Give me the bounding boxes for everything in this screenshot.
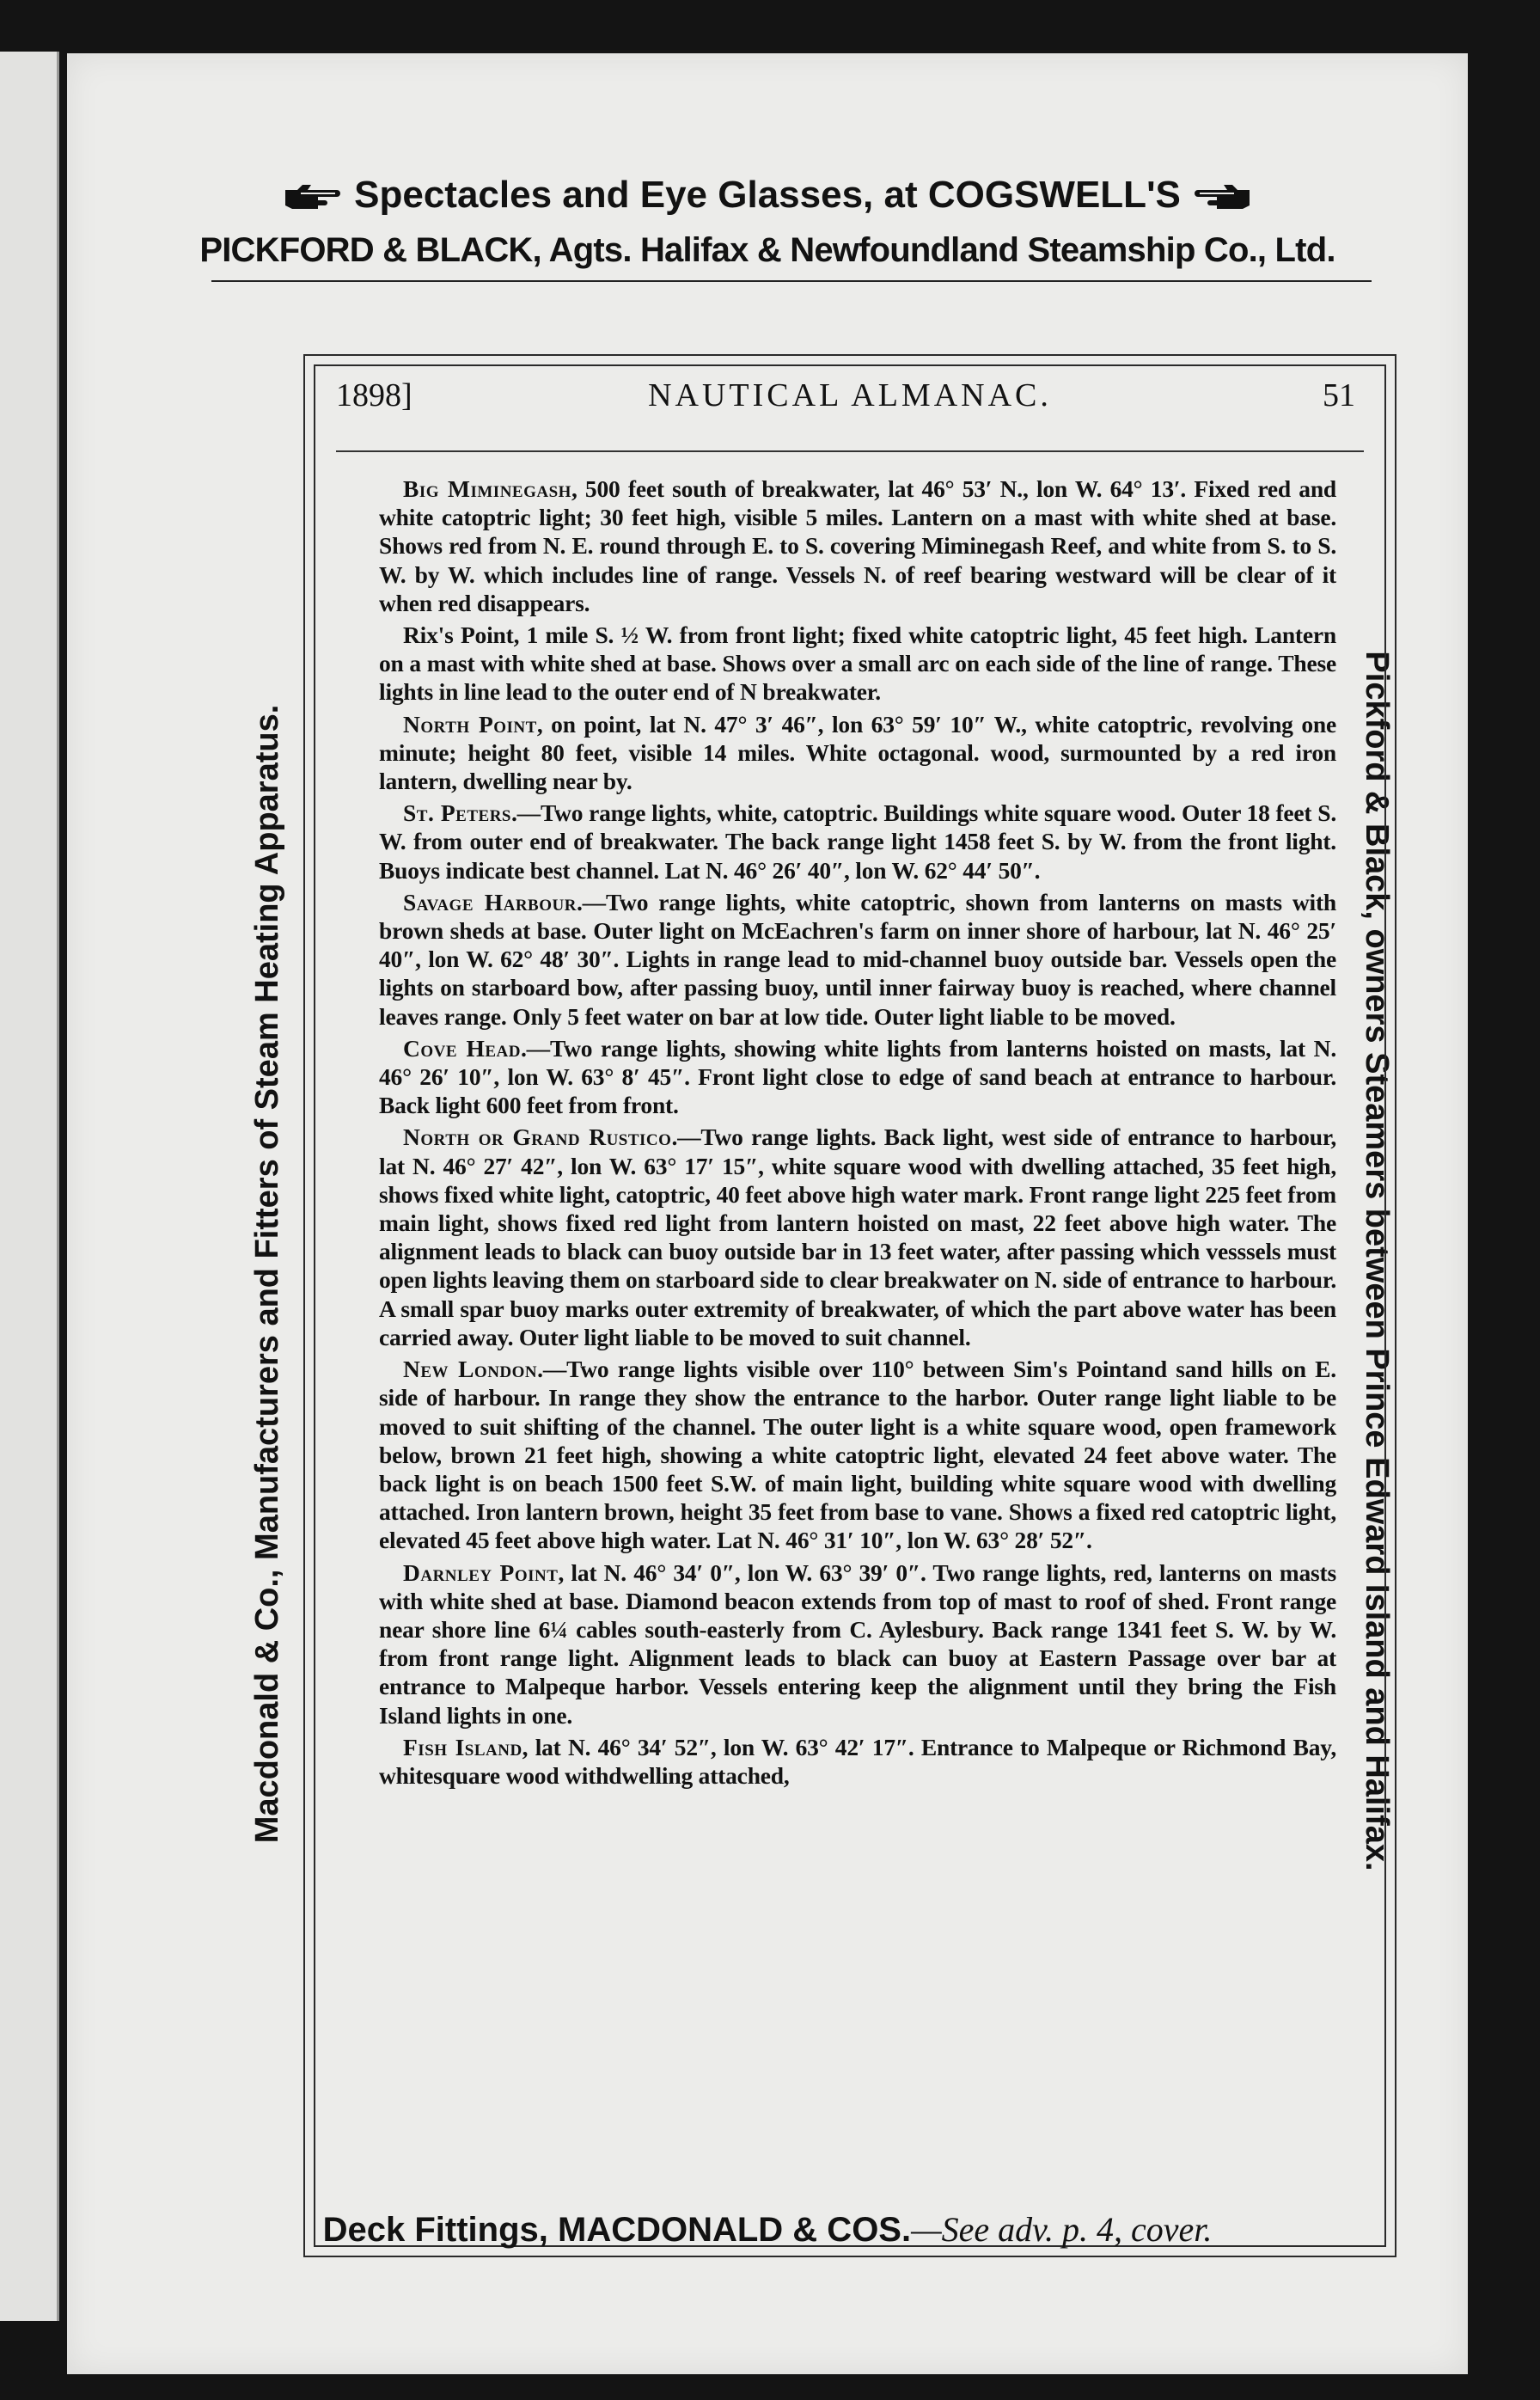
- entry-cove-head: Cove Head.—Two range lights, showing white lights from lanterns hoisted on masts, lat N. 46° 26′ 10″, lon W. 63° 8′ 45″. Front light close to edge of sand beach at entrance to harbour. Back light 600 feet from front.: [379, 1034, 1336, 1119]
- entry-name: North or Grand Rustico: [403, 1123, 672, 1151]
- content-frame: [303, 354, 1396, 2257]
- entry-name: Savage Harbour: [403, 888, 577, 915]
- left-side-advert: Macdonald & Co., Manufacturers and Fitters of Steam Heating Apparatus.: [249, 704, 285, 1844]
- entry-name: New London: [403, 1356, 538, 1383]
- entry-text: 500 feet south of breakwater, lat 46° 53′ N., lon W. 64° 13′. Fixed red and white catoptric light; 30 feet high, visible 5 miles. Lantern on a mast with white shed at base. Shows red from N. E. round through E. to S. covering Miminegash Reef, and white from S. to S. W. by W. which includes line of range. Vessels N. of reef bearing westward will be clear of it when red disappears.: [379, 475, 1337, 616]
- pointing-hand-right-icon: [284, 177, 344, 220]
- entry-text: Rix's Point, 1 mile S. ½ W. from front light; fixed white catoptric light, 45 feet high. Lantern on a mast with white shed at base. Shows over a small arc on each side of the line of range. These lights in line lead to the outer end of N breakwater.: [379, 621, 1336, 706]
- entry-fish-island: Fish Island, lat N. 46° 34′ 52″, lon W. 63° 42′ 17″. Entrance to Malpeque or Richmond Bay, whitesquare wood withdwelling attached,: [379, 1733, 1336, 1789]
- top-advert-pickford-black: PICKFORD & BLACK, Agts. Halifax & Newfoundland Steamship Co., Ltd.: [199, 231, 1335, 269]
- lighthouse-entries: [379, 474, 1336, 1793]
- almanac-page: [67, 53, 1468, 2374]
- cogswells-brand: COGSWELL'S: [927, 174, 1181, 216]
- entry-big-miminegash: Big Miminegash, 500 feet south of breakwater, lat 46° 53′ N., lon W. 64° 13′. Fixed red and white catoptric light; 30 feet high, visible 5 miles. Lantern on a mast with white shed at base. Shows red from N. E. round through E. to S. covering Miminegash Reef, and white from S. to S. W. by W. which includes line of range. Vessels N. of reef bearing westward will be clear of it when red disappears.: [379, 475, 1337, 616]
- see-advert-reference: —See adv. p. 4, cover.: [911, 2210, 1213, 2249]
- entry-north-point: North Point, on point, lat N. 47° 3′ 46″, lon 63° 59′ 10″ W., white catoptric, revolving one minute; height 80 feet, visible 14 miles. White octagonal. wood, surmounted by a red iron lantern, dwelling near by.: [379, 710, 1336, 795]
- entry-text: lat N. 46° 34′ 52″, lon W. 63° 42′ 17″. Entrance to Malpeque or Richmond Bay, whitesquare wood withdwelling attached,: [379, 1733, 1336, 1789]
- page-number: 51: [1323, 377, 1355, 413]
- bottom-advert: [67, 2209, 1468, 2250]
- entry-name: North Point: [403, 710, 537, 738]
- right-side-advert: Pickford & Black, owners Steamers between Prince Edward Island and Halifax.: [1359, 651, 1395, 1871]
- entry-text: Two range lights, showing white lights from lanterns hoisted on masts, lat N. 46° 26′ 10″, lon W. 63° 8′ 45″. Front light close to edge of sand beach at entrance to harbour. Back light 600 feet from front.: [379, 1034, 1336, 1119]
- running-head-title: NAUTICAL ALMANAC.: [648, 377, 1052, 413]
- running-head-rule: [336, 450, 1364, 452]
- pointing-hand-left-icon: [1191, 177, 1251, 220]
- entry-text: Two range lights visible over 110° between Sim's Pointand sand hills on E. side of harbour. In range they show the entrance to the harbor. Outer range light liable to be moved to suit shifting of the channel. The outer light is a white square wood, open framework below, brown 21 feet high, showing a white catoptric light, elevated 24 feet above water. The back light is on beach 1500 feet S.W. of main light, building white square wood with dwelling attached. Iron lantern brown, height 35 feet from base to vane. Shows a fixed red catoptric light, elevated 45 feet above high water. Lat N. 46° 31′ 10″, lon W. 63° 28′ 52″.: [379, 1356, 1336, 1554]
- entry-text: Two range lights. Back light, west side of entrance to harbour, lat N. 46° 27′ 42″, lon W. 63° 17′ 15″, white square wood with dwelling attached, 35 feet high, shows fixed white light, catoptric, 40 feet above high water mark. Front range light 225 feet from main light, shows fixed red light from lantern hoisted on mast, 22 feet above high water. The alignment leads to black can buoy outside bar in 13 feet water, after passing which vesssels must open lights leaving them on starboard side to clear breakwater on N. side of entrance to harbour. A small spar buoy marks outer extremity of breakwater, of which the part above water has been carried away. Outer light liable to be moved to suit channel.: [379, 1123, 1336, 1350]
- entry-savage-harbour: Savage Harbour.—Two range lights, white catoptric, shown from lanterns on masts with brown sheds at base. Outer light on McEachren's farm on inner shore of harbour, lat N. 46° 25′ 40″, lon W. 62° 48′ 30″. Lights in range lead to mid-channel buoy outside bar. Vessels open the lights on starboard bow, after passing buoy, until inner fairway buoy is reached, where channel leaves range. Only 5 feet water on bar at low tide. Outer light liable to be moved.: [379, 888, 1336, 1030]
- entry-new-london: New London.—Two range lights visible over 110° between Sim's Pointand sand hills on E. side of harbour. In range they show the entrance to the harbor. Outer range light liable to be moved to suit shifting of the channel. The outer light is a white square wood, open framework below, brown 21 feet high, showing a white catoptric light, elevated 24 feet above water. The back light is on beach 1500 feet S.W. of main light, building white square wood with dwelling attached. Iron lantern brown, height 35 feet from base to vane. Shows a fixed red catoptric light, elevated 45 feet above high water. Lat N. 46° 31′ 10″, lon W. 63° 28′ 52″.: [379, 1356, 1336, 1554]
- entry-text: on point, lat N. 47° 3′ 46″, lon 63° 59′ 10″ W., white catoptric, revolving one minute; height 80 feet, visible 14 miles. White octagonal. wood, surmounted by a red iron lantern, dwelling near by.: [379, 710, 1336, 795]
- entry-name: Fish Island: [403, 1733, 522, 1760]
- running-head: [319, 377, 1381, 428]
- entry-text: Two range lights, white catoptric, shown from lanterns on masts with brown sheds at base. Outer light on McEachren's farm on inner shore of harbour, lat N. 46° 25′ 40″, lon W. 62° 48′ 30″. Lights in range lead to mid-channel buoy outside bar. Vessels open the lights on starboard bow, after passing buoy, until inner fairway buoy is reached, where channel leaves range. Only 5 feet water on bar at low tide. Outer light liable to be moved.: [379, 888, 1336, 1030]
- top-advert-spectacles: [67, 174, 1468, 220]
- spectacles-advert-text: Spectacles and Eye Glasses, at: [354, 174, 918, 216]
- entry-rixs-point: [379, 621, 1336, 707]
- entry-text: lat N. 46° 34′ 0″, lon W. 63° 39′ 0″. Two range lights, red, lanterns on masts with white shed at base. Diamond beacon extends from top of mast to roof of shed. Front range near shore line 6¼ cables south-easterly from C. Aylesbury. Back range 1341 feet S. W. by W. from front range light. Alignment leads to black can buoy at Eastern Passage over bar at entrance to Malpeque harbor. Vessels entering keep the alignment until they bring the Fish Island lights in one.: [379, 1558, 1336, 1729]
- entry-text: Two range lights, white, catoptric. Buildings white square wood. Outer 18 feet S. W. from outer end of breakwater. The back range light 1458 feet S. by W. from the front light. Buoys indicate best channel. Lat N. 46° 26′ 40″, lon W. 62° 44′ 50″.: [379, 799, 1336, 884]
- entry-name: Darnley Point: [403, 1558, 559, 1586]
- entry-darnley-point: Darnley Point, lat N. 46° 34′ 0″, lon W. 63° 39′ 0″. Two range lights, red, lanterns on masts with white shed at base. Diamond beacon extends from top of mast to roof of shed. Front range near shore line 6¼ cables south-easterly from C. Aylesbury. Back range 1341 feet S. W. by W. from front range light. Alignment leads to black can buoy at Eastern Passage over bar at entrance to Malpeque harbor. Vessels entering keep the alignment until they bring the Fish Island lights in one.: [379, 1558, 1336, 1729]
- adjacent-page-edge: [0, 52, 59, 2321]
- entry-name: St. Peters: [403, 799, 511, 827]
- running-head-year: 1898]: [336, 377, 412, 413]
- top-advert-rule: [211, 280, 1372, 282]
- entry-st-peters: St. Peters.—Two range lights, white, catoptric. Buildings white square wood. Outer 18 feet S. W. from outer end of breakwater. The back range light 1458 feet S. by W. from the front light. Buoys indicate best channel. Lat N. 46° 26′ 40″, lon W. 62° 44′ 50″.: [379, 799, 1336, 884]
- deck-fittings-advert: Deck Fittings, MACDONALD & COS.: [322, 2211, 912, 2249]
- entry-grand-rustico: North or Grand Rustico.—Two range lights. Back light, west side of entrance to harbour, lat N. 46° 27′ 42″, lon W. 63° 17′ 15″, white square wood with dwelling attached, 35 feet high, shows fixed white light, catoptric, 40 feet above high water mark. Front range light 225 feet from main light, shows fixed red light from lantern hoisted on mast, 22 feet above high water. The alignment leads to black can buoy outside bar in 13 feet water, after passing which vesssels must open lights leaving them on starboard side to clear breakwater on N. side of entrance to harbour. A small spar buoy marks outer extremity of breakwater, of which the part above water has been carried away. Outer light liable to be moved to suit channel.: [379, 1123, 1336, 1350]
- entry-name: Big Miminegash: [403, 475, 571, 502]
- entry-name: Cove Head: [403, 1034, 521, 1062]
